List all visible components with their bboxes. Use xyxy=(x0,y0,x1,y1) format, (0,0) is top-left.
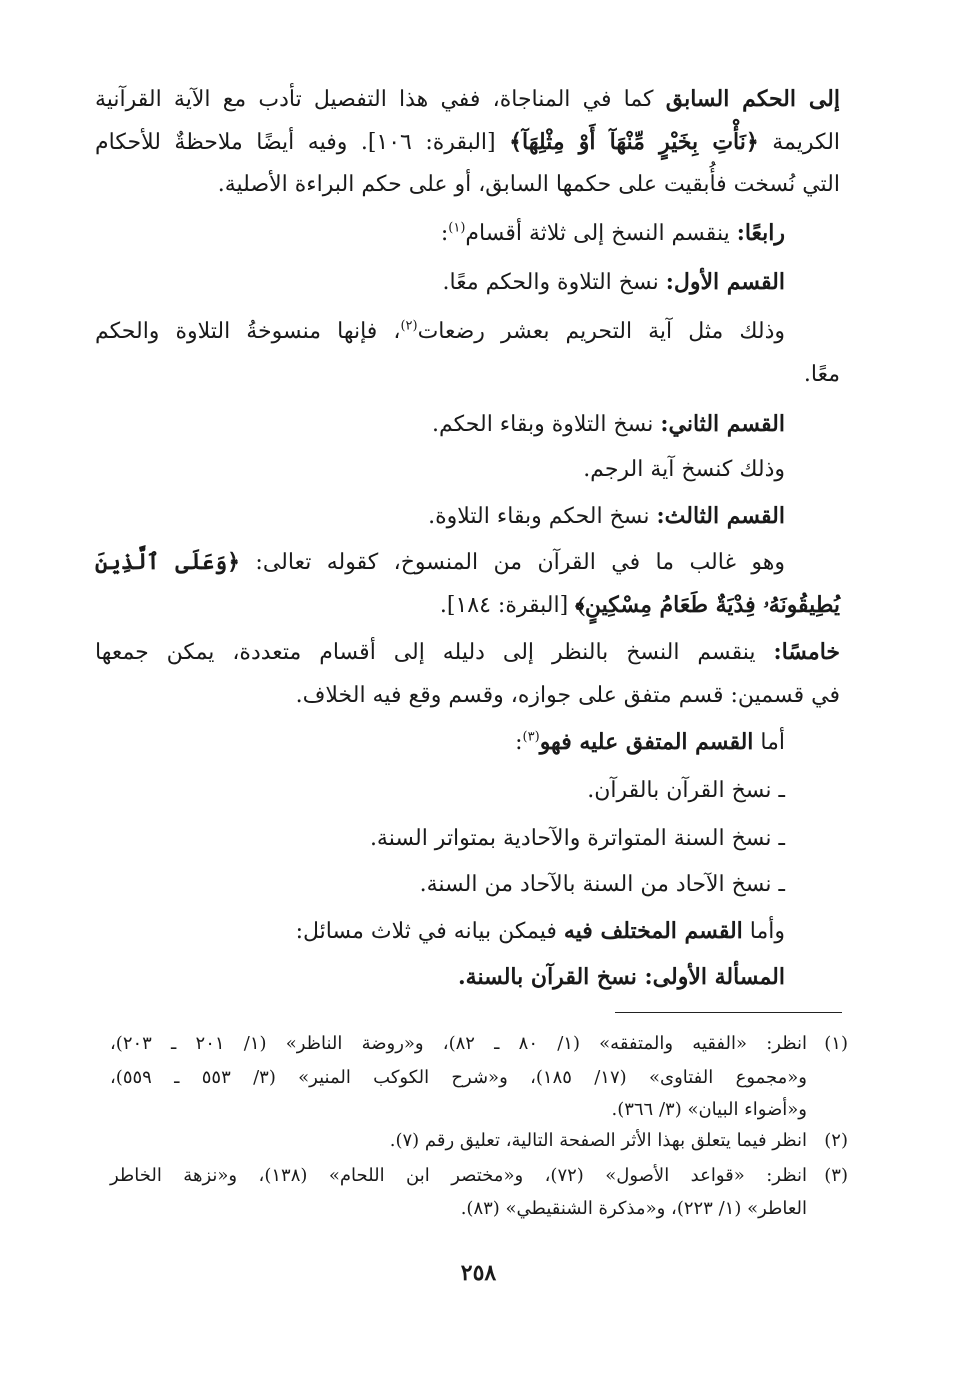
bold-phrase: خامسًا: xyxy=(773,639,840,665)
subsection-heading: المسألة الأولى: نسخ القرآن بالسنة. xyxy=(458,964,785,990)
list-item: ـ نسخ الآحاد من السنة بالآحاد من السنة. xyxy=(419,872,785,897)
quran-verse: يُطِيقُونَهُۥ فِدْيَةٌ طَعَامُ مِسْكِينٍ﴾ xyxy=(575,592,840,618)
list-item: ـ نسخ السنة المتواترة والآحادية بمتواتر السنة. xyxy=(369,826,785,851)
footnote-ref: (٢) xyxy=(400,318,418,334)
page-number: ٢٥٨ xyxy=(460,1260,497,1286)
footnote-number: (١) xyxy=(824,1033,848,1054)
footnote-number: (٣) xyxy=(824,1165,848,1186)
quran-verse: ﴿نَأْتِ بِخَيْرٍ مِّنْهَآ أَوْ مِثْلِهَآ﴾ xyxy=(509,129,759,155)
footnote-ref: (٣) xyxy=(522,729,540,745)
list-item: ـ نسخ القرآن بالقرآن. xyxy=(587,778,785,803)
bold-phrase: القسم المختلف فيه xyxy=(563,918,743,944)
section-heading: القسم الثاني: xyxy=(660,411,785,437)
quran-verse: ﴿وَعَلَى ٱلَّذِينَ xyxy=(95,549,240,575)
footnote-divider xyxy=(615,1012,842,1013)
section-heading: القسم الأول: xyxy=(665,269,785,295)
bold-phrase: رابعًا: xyxy=(736,220,785,246)
bold-phrase: إلى الحكم السابق xyxy=(665,86,840,112)
bold-phrase: القسم المتفق عليه فهو xyxy=(539,729,754,755)
section-heading: القسم الثالث: xyxy=(656,503,785,529)
footnote-number: (٢) xyxy=(824,1130,848,1151)
footnote-ref: (١) xyxy=(448,220,466,236)
